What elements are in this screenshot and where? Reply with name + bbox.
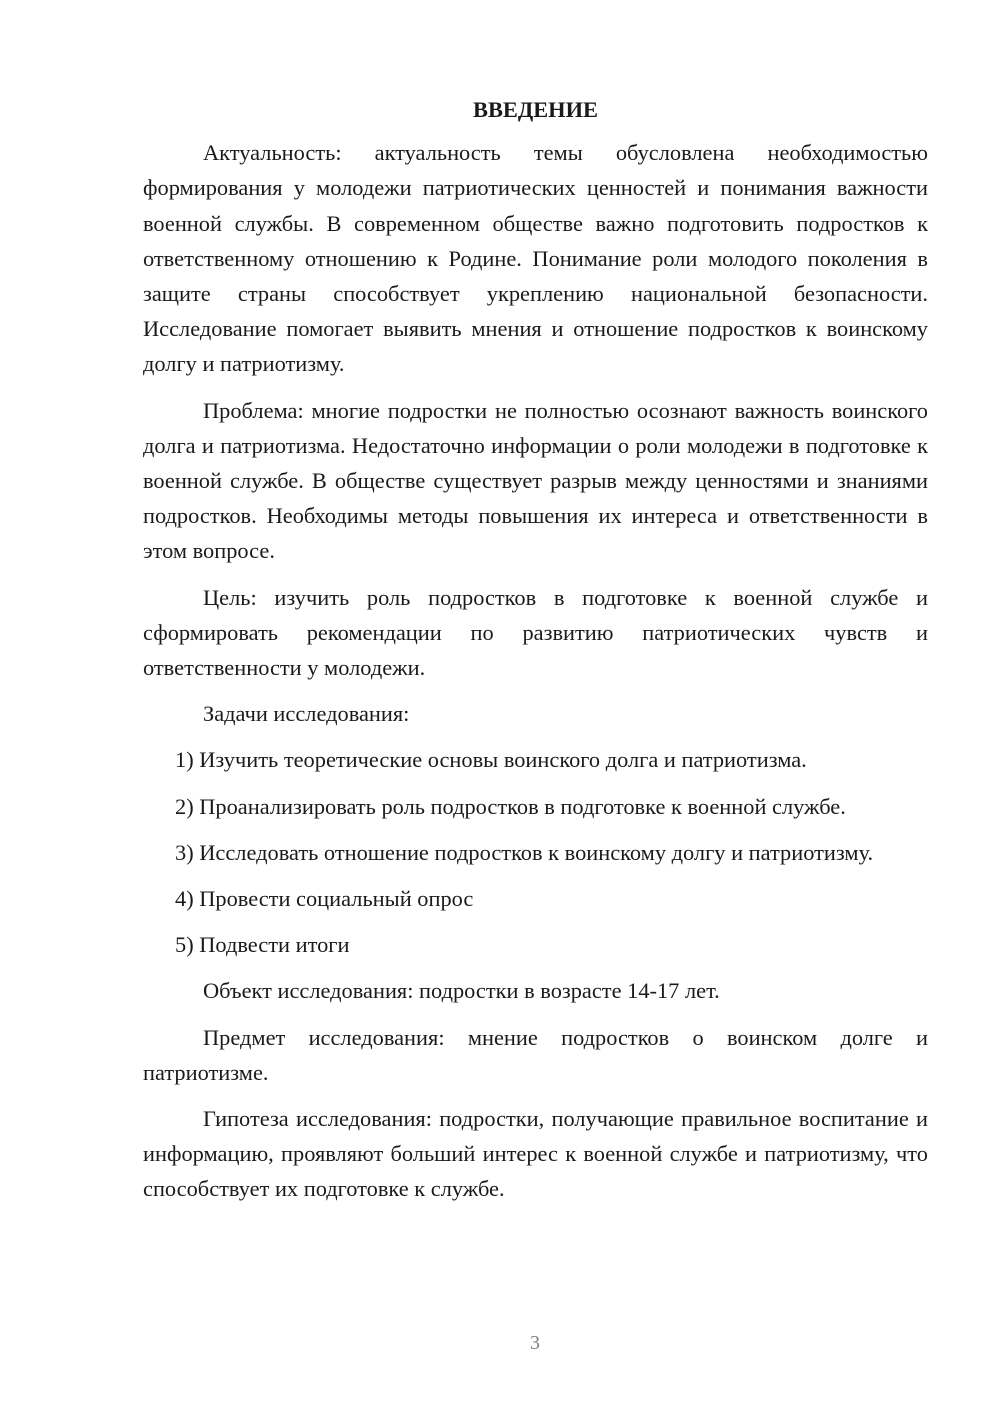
goal-paragraph: Цель: изучить роль подростков в подготовке к военной службе и сформировать рекомендации по развитию патриотических чувств и ответственности у молодежи. xyxy=(143,584,928,681)
tasks-heading: Задачи исследования: xyxy=(203,701,410,727)
hypothesis-paragraph: Гипотеза исследования: подростки, получающие правильное воспитание и информацию, проявляют больший интерес к военной службе и патриотизму, что способствует их подготовке к службе. xyxy=(143,1106,928,1202)
section-heading: ВВЕДЕНИЕ xyxy=(473,97,598,122)
task-item: 5) Подвести итоги xyxy=(175,932,350,958)
object-paragraph: Объект исследования: подростки в возрасте 14-17 лет. xyxy=(203,978,720,1004)
problem-paragraph: Проблема: многие подростки не полностью осознают важность воинского долга и патриотизма. Недостаточно информации о роли молодежи в подготовке к военной службе. В обществе существует разрыв между ценностями и знаниями подростков. Необходимы методы повышения их интереса и ответственности в этом вопросе. xyxy=(143,397,928,564)
subject-paragraph: Предмет исследования: мнение подростков о воинском долге и патриотизме. xyxy=(143,1024,928,1085)
relevance-paragraph: Актуальность: актуальность темы обусловлена необходимостью формирования у молодежи патриотических ценностей и понимания важности военной службы. В современном обществе важно подготовить подростков к ответственному отношению к Родине. Понимание роли молодого поколения в защите страны способствует укреплению национальной безопасности. Исследование помогает выявить мнения и отношение подростков к воинскому долгу и патриотизму. xyxy=(143,140,928,377)
page-number: 3 xyxy=(530,1332,540,1354)
task-item: 4) Провести социальный опрос xyxy=(175,886,474,912)
task-item: 3) Исследовать отношение подростков к воинскому долгу и патриотизму. xyxy=(175,839,874,865)
page-content xyxy=(143,92,928,1218)
task-item: 1) Изучить теоретические основы воинского долга и патриотизма. xyxy=(175,747,807,773)
task-item: 2) Проанализировать роль подростков в подготовке к военной службе. xyxy=(175,793,846,819)
